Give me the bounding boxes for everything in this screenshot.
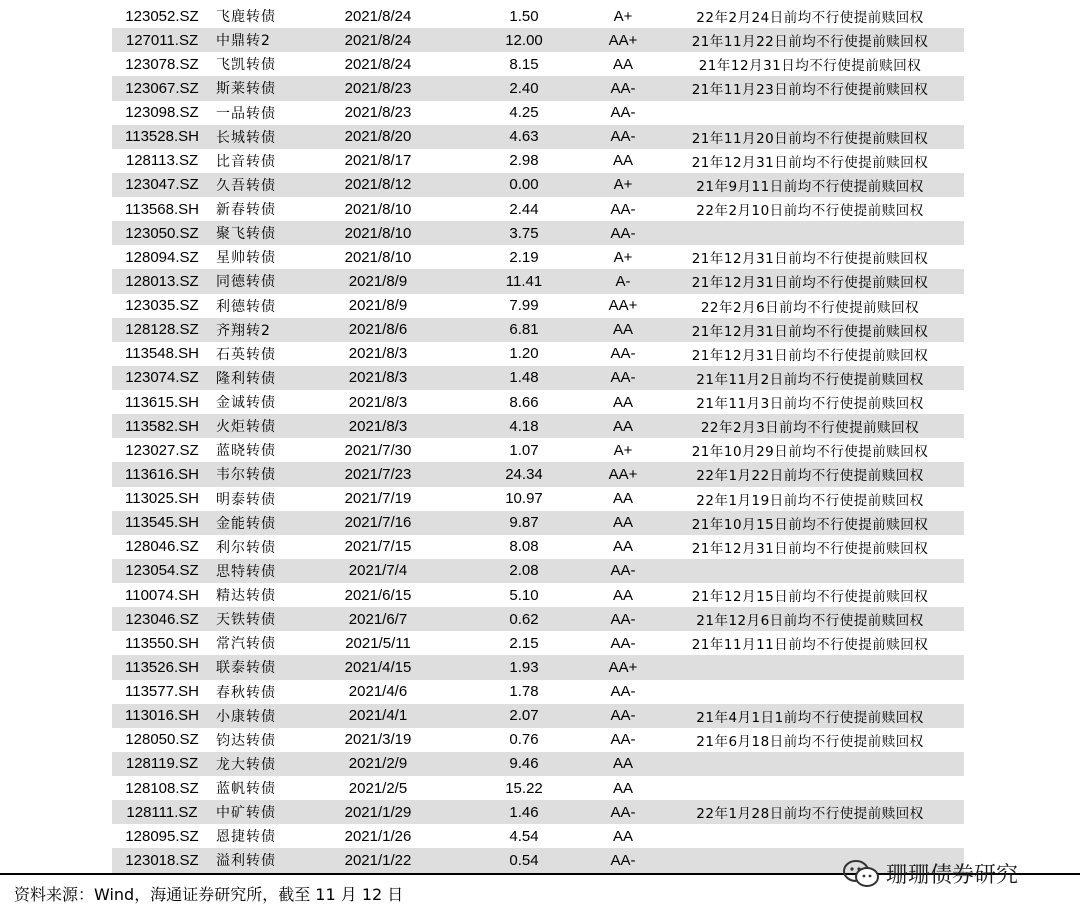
- bond-name: 常汽转债: [216, 636, 276, 653]
- value-cell: 0.76: [509, 731, 539, 749]
- bond-code: 113615.SH: [125, 393, 199, 411]
- table-row: [112, 559, 964, 583]
- table-row: [112, 511, 964, 535]
- rating-cell: A-: [615, 272, 631, 290]
- value-cell: 2.19: [509, 248, 539, 266]
- value-cell: 2.15: [509, 634, 539, 652]
- issue-date: 2021/8/17: [344, 152, 412, 170]
- bond-name: 蓝晓转债: [216, 443, 276, 460]
- bond-name: 中鼎转2: [216, 33, 271, 50]
- issue-date: 2021/7/15: [344, 538, 412, 556]
- table-row: [112, 848, 964, 872]
- value-cell: 1.93: [509, 658, 539, 676]
- redemption-note: 21年6月18日前均不行使提前赎回权: [696, 733, 924, 750]
- source-note: 资料来源：Wind，海通证券研究所，截至 11 月 12 日: [14, 885, 404, 904]
- issue-date: 2021/8/3: [348, 345, 408, 363]
- bond-code: 123018.SZ: [125, 851, 199, 869]
- value-cell: 15.22: [505, 779, 543, 797]
- bond-name: 溢利转债: [216, 853, 276, 870]
- table-row: [112, 366, 964, 390]
- bond-name: 思特转债: [216, 563, 276, 580]
- issue-date: 2021/3/19: [344, 731, 412, 749]
- bond-name: 久吾转债: [216, 177, 276, 194]
- issue-date: 2021/7/16: [344, 514, 412, 532]
- bond-code: 123027.SZ: [125, 441, 199, 459]
- rating-cell: AA: [612, 321, 633, 339]
- value-cell: 9.87: [509, 514, 539, 532]
- value-cell: 4.54: [509, 827, 539, 845]
- redemption-note: 21年4月1日1前均不行使提前赎回权: [696, 709, 924, 726]
- value-cell: 4.18: [509, 417, 539, 435]
- value-cell: 9.46: [509, 755, 539, 773]
- value-cell: 1.46: [509, 803, 539, 821]
- issue-date: 2021/6/7: [348, 610, 408, 628]
- value-cell: 12.00: [505, 31, 543, 49]
- bond-name: 飞鹿转债: [216, 9, 276, 26]
- value-cell: 1.50: [509, 7, 539, 25]
- bond-code: 113016.SH: [125, 707, 199, 725]
- issue-date: 2021/7/23: [344, 465, 412, 483]
- bond-name: 韦尔转债: [216, 467, 276, 484]
- bond-code: 113616.SH: [125, 465, 199, 483]
- redemption-note: 21年12月31日前均不行使提前赎回权: [691, 323, 929, 340]
- table-row: [112, 294, 964, 318]
- bond-code: 127011.SZ: [125, 31, 199, 49]
- issue-date: 2021/8/3: [348, 393, 408, 411]
- rating-cell: AA: [612, 55, 633, 73]
- redemption-note: 22年2月3日前均不行使提前赎回权: [700, 420, 920, 437]
- rating-cell: AA-: [610, 200, 636, 218]
- redemption-note: 21年12月6日前均不行使提前赎回权: [696, 613, 924, 630]
- value-cell: 1.07: [509, 441, 539, 459]
- issue-date: 2021/8/10: [344, 200, 412, 218]
- table-row: [112, 52, 964, 76]
- table-row: [112, 101, 964, 125]
- table-row: [112, 438, 964, 462]
- rating-cell: AA-: [610, 634, 636, 652]
- rating-cell: AA: [612, 393, 633, 411]
- issue-date: 2021/8/23: [344, 104, 412, 122]
- bond-code: 123074.SZ: [125, 369, 199, 387]
- rating-cell: AA-: [610, 345, 636, 363]
- redemption-note: 21年12月15日前均不行使提前赎回权: [691, 589, 929, 606]
- value-cell: 2.07: [509, 707, 539, 725]
- issue-date: 2021/8/24: [344, 7, 412, 25]
- value-cell: 6.81: [509, 321, 539, 339]
- rating-cell: AA+: [608, 658, 638, 676]
- bond-code: 123078.SZ: [125, 55, 199, 73]
- table-row: [112, 800, 964, 824]
- redemption-note: 21年12月31日前均不行使提前赎回权: [691, 275, 929, 292]
- rating-cell: AA-: [610, 803, 636, 821]
- bond-code: 113568.SH: [125, 200, 199, 218]
- rating-cell: AA-: [610, 104, 636, 122]
- redemption-note: 21年12月31日前均不行使提前赎回权: [691, 154, 929, 171]
- rating-cell: AA-: [610, 224, 636, 242]
- bond-code: 123035.SZ: [125, 297, 199, 315]
- bond-code: 113577.SH: [125, 683, 199, 701]
- bond-code: 128050.SZ: [125, 731, 199, 749]
- issue-date: 2021/2/5: [348, 779, 408, 797]
- rating-cell: AA: [612, 417, 633, 435]
- redemption-note: 21年11月20日前均不行使提前赎回权: [691, 130, 929, 147]
- table-row: [112, 631, 964, 655]
- issue-date: 2021/8/20: [344, 128, 412, 146]
- issue-date: 2021/4/6: [348, 683, 408, 701]
- table-row: [112, 824, 964, 848]
- bond-code: 113526.SH: [125, 658, 199, 676]
- bond-name: 明泰转债: [216, 491, 276, 508]
- bond-name: 齐翔转2: [216, 322, 271, 339]
- bond-code: 128046.SZ: [125, 538, 199, 556]
- bond-code: 113582.SH: [125, 417, 199, 435]
- issue-date: 2021/8/24: [344, 31, 412, 49]
- issue-date: 2021/8/23: [344, 79, 412, 97]
- redemption-note: 21年12月31日均不行使提前赎回权: [698, 58, 922, 75]
- redemption-note: 21年12月31日前均不行使提前赎回权: [691, 347, 929, 364]
- redemption-note: 21年12月31日前均不行使提前赎回权: [691, 540, 929, 557]
- table-row: [112, 583, 964, 607]
- redemption-note: 21年11月3日前均不行使提前赎回权: [696, 396, 924, 413]
- issue-date: 2021/8/9: [348, 272, 408, 290]
- bond-name: 利尔转债: [216, 539, 276, 556]
- table-row: [112, 173, 964, 197]
- redemption-note: 21年11月23日前均不行使提前赎回权: [691, 82, 929, 99]
- value-cell: 3.75: [509, 224, 539, 242]
- table-row: [112, 149, 964, 173]
- value-cell: 4.63: [509, 128, 539, 146]
- value-cell: 8.08: [509, 538, 539, 556]
- redemption-note: 21年10月15日前均不行使提前赎回权: [691, 516, 929, 533]
- rating-cell: AA: [612, 586, 633, 604]
- issue-date: 2021/4/15: [344, 658, 412, 676]
- rating-cell: AA-: [610, 369, 636, 387]
- rating-cell: AA: [612, 827, 633, 845]
- table-row: [112, 680, 964, 704]
- bond-code: 128013.SZ: [125, 272, 199, 290]
- bond-code: 128128.SZ: [125, 321, 199, 339]
- bond-name: 金诚转债: [216, 395, 276, 412]
- bond-code: 128119.SZ: [125, 755, 199, 773]
- redemption-note: 22年2月6日前均不行使提前赎回权: [700, 299, 920, 316]
- value-cell: 2.44: [509, 200, 539, 218]
- value-cell: 1.48: [509, 369, 539, 387]
- table-row: [112, 342, 964, 366]
- value-cell: 4.25: [509, 104, 539, 122]
- value-cell: 0.54: [509, 851, 539, 869]
- bond-code: 123067.SZ: [125, 79, 199, 97]
- bond-name: 新春转债: [216, 202, 276, 219]
- rating-cell: AA-: [610, 707, 636, 725]
- table-row: [112, 704, 964, 728]
- table-row: [112, 487, 964, 511]
- rating-cell: AA+: [608, 31, 638, 49]
- redemption-note: 21年11月22日前均不行使提前赎回权: [691, 34, 929, 51]
- redemption-note: 22年1月28日前均不行使提前赎回权: [696, 806, 924, 823]
- bond-code: 123054.SZ: [125, 562, 199, 580]
- rating-cell: AA: [612, 152, 633, 170]
- issue-date: 2021/4/1: [348, 707, 408, 725]
- bond-code: 128111.SZ: [126, 803, 198, 821]
- rating-cell: AA-: [610, 562, 636, 580]
- table-row: [112, 390, 964, 414]
- rating-cell: AA-: [610, 610, 636, 628]
- issue-date: 2021/8/6: [348, 321, 408, 339]
- bond-name: 长城转债: [216, 129, 276, 146]
- bond-code: 128095.SZ: [125, 827, 199, 845]
- bond-name: 斯莱转债: [216, 81, 276, 98]
- bond-code: 123050.SZ: [125, 224, 199, 242]
- redemption-note: 21年9月11日前均不行使提前赎回权: [696, 178, 924, 195]
- issue-date: 2021/7/4: [348, 562, 408, 580]
- table-row: [112, 197, 964, 221]
- rating-cell: AA+: [608, 297, 638, 315]
- rating-cell: AA-: [610, 731, 636, 749]
- redemption-note: 22年2月10日前均不行使提前赎回权: [696, 203, 924, 220]
- redemption-note: 22年2月24日前均不行使提前赎回权: [696, 10, 924, 27]
- issue-date: 2021/1/22: [344, 851, 412, 869]
- table-row: [112, 655, 964, 679]
- bond-name: 中矿转债: [216, 805, 276, 822]
- value-cell: 2.98: [509, 152, 539, 170]
- redemption-note: 21年12月31日前均不行使提前赎回权: [691, 251, 929, 268]
- table-row: [112, 269, 964, 293]
- bond-name: 天铁转债: [216, 612, 276, 629]
- bond-name: 钧达转债: [216, 732, 276, 749]
- table-row: [112, 776, 964, 800]
- bond-code: 123098.SZ: [125, 104, 199, 122]
- issue-date: 2021/8/3: [348, 417, 408, 435]
- bond-name: 精达转债: [216, 588, 276, 605]
- watermark: [842, 858, 1018, 889]
- bond-name: 金能转债: [216, 515, 276, 532]
- redemption-note: 21年11月2日前均不行使提前赎回权: [696, 371, 924, 388]
- issue-date: 2021/8/10: [344, 224, 412, 242]
- table-row: [112, 535, 964, 559]
- bond-code: 123046.SZ: [125, 610, 199, 628]
- value-cell: 2.08: [509, 562, 539, 580]
- bond-name: 春秋转债: [216, 684, 276, 701]
- table-row: [112, 76, 964, 100]
- table-row: [112, 221, 964, 245]
- value-cell: 24.34: [505, 465, 543, 483]
- bond-code: 110074.SH: [125, 586, 199, 604]
- bond-table: [112, 4, 964, 873]
- table-row: [112, 318, 964, 342]
- issue-date: 2021/8/10: [344, 248, 412, 266]
- value-cell: 0.00: [509, 176, 539, 194]
- bond-code: 113548.SH: [125, 345, 199, 363]
- issue-date: 2021/8/24: [344, 55, 412, 73]
- bond-name: 一品转债: [216, 105, 276, 122]
- value-cell: 11.41: [505, 272, 543, 290]
- bond-name: 星帅转债: [216, 250, 276, 267]
- value-cell: 1.78: [509, 683, 539, 701]
- table-row: [112, 752, 964, 776]
- rating-cell: AA: [612, 490, 633, 508]
- bond-name: 飞凯转债: [216, 57, 276, 74]
- bond-code: 128113.SZ: [125, 152, 199, 170]
- value-cell: 1.20: [509, 345, 539, 363]
- issue-date: 2021/8/3: [348, 369, 408, 387]
- value-cell: 10.97: [505, 490, 543, 508]
- issue-date: 2021/1/29: [344, 803, 412, 821]
- rating-cell: A+: [613, 441, 633, 459]
- rating-cell: A+: [613, 7, 633, 25]
- watermark-text: 珊珊债券研究: [886, 863, 1019, 888]
- bond-code: 113550.SH: [125, 634, 199, 652]
- bond-name: 隆利转债: [216, 370, 276, 387]
- bond-code: 123052.SZ: [125, 7, 199, 25]
- table-row: [112, 728, 964, 752]
- bond-name: 蓝帆转债: [216, 781, 276, 798]
- rating-cell: AA: [612, 779, 633, 797]
- bond-name: 利德转债: [216, 298, 276, 315]
- table-row: [112, 607, 964, 631]
- bond-name: 同德转债: [216, 274, 276, 291]
- value-cell: 8.66: [509, 393, 539, 411]
- rating-cell: AA-: [610, 128, 636, 146]
- table-row: [112, 28, 964, 52]
- bond-code: 113545.SH: [125, 514, 199, 532]
- rating-cell: AA: [612, 514, 633, 532]
- bond-name: 恩捷转债: [216, 829, 276, 846]
- issue-date: 2021/6/15: [344, 586, 412, 604]
- value-cell: 8.15: [509, 55, 539, 73]
- table-row: [112, 125, 964, 149]
- value-cell: 5.10: [509, 586, 539, 604]
- table-row: [112, 4, 964, 28]
- bond-code: 123047.SZ: [125, 176, 199, 194]
- bond-code: 128094.SZ: [125, 248, 199, 266]
- bond-code: 113528.SH: [125, 128, 199, 146]
- redemption-note: 22年1月19日前均不行使提前赎回权: [696, 492, 924, 509]
- bond-name: 石英转债: [216, 346, 276, 363]
- wechat-icon: [842, 859, 880, 889]
- bond-name: 小康转债: [216, 708, 276, 725]
- rating-cell: AA+: [608, 465, 638, 483]
- table-row: [112, 462, 964, 486]
- table-row: [112, 245, 964, 269]
- issue-date: 2021/7/30: [344, 441, 412, 459]
- issue-date: 2021/8/12: [344, 176, 412, 194]
- redemption-note: 21年10月29日前均不行使提前赎回权: [691, 444, 929, 461]
- bond-code: 113025.SH: [125, 490, 199, 508]
- rating-cell: A+: [613, 248, 633, 266]
- issue-date: 2021/7/19: [344, 490, 412, 508]
- bond-code: 128108.SZ: [125, 779, 199, 797]
- bond-name: 聚飞转债: [216, 226, 276, 243]
- issue-date: 2021/5/11: [345, 634, 411, 652]
- value-cell: 7.99: [509, 297, 539, 315]
- rating-cell: AA: [612, 538, 633, 556]
- issue-date: 2021/1/26: [344, 827, 412, 845]
- bond-name: 联泰转债: [216, 660, 276, 677]
- issue-date: 2021/8/9: [348, 297, 408, 315]
- issue-date: 2021/2/9: [348, 755, 408, 773]
- rating-cell: AA: [612, 755, 633, 773]
- bond-name: 火炬转债: [216, 419, 276, 436]
- value-cell: 0.62: [509, 610, 539, 628]
- value-cell: 2.40: [509, 79, 539, 97]
- bond-name: 龙大转债: [216, 756, 276, 773]
- rating-cell: A+: [613, 176, 633, 194]
- bond-name: 比音转债: [216, 153, 276, 170]
- redemption-note: 22年1月22日前均不行使提前赎回权: [696, 468, 924, 485]
- redemption-note: 21年11月11日前均不行使提前赎回权: [691, 637, 929, 654]
- rating-cell: AA-: [610, 683, 636, 701]
- rating-cell: AA-: [610, 851, 636, 869]
- table-row: [112, 414, 964, 438]
- rating-cell: AA-: [610, 79, 636, 97]
